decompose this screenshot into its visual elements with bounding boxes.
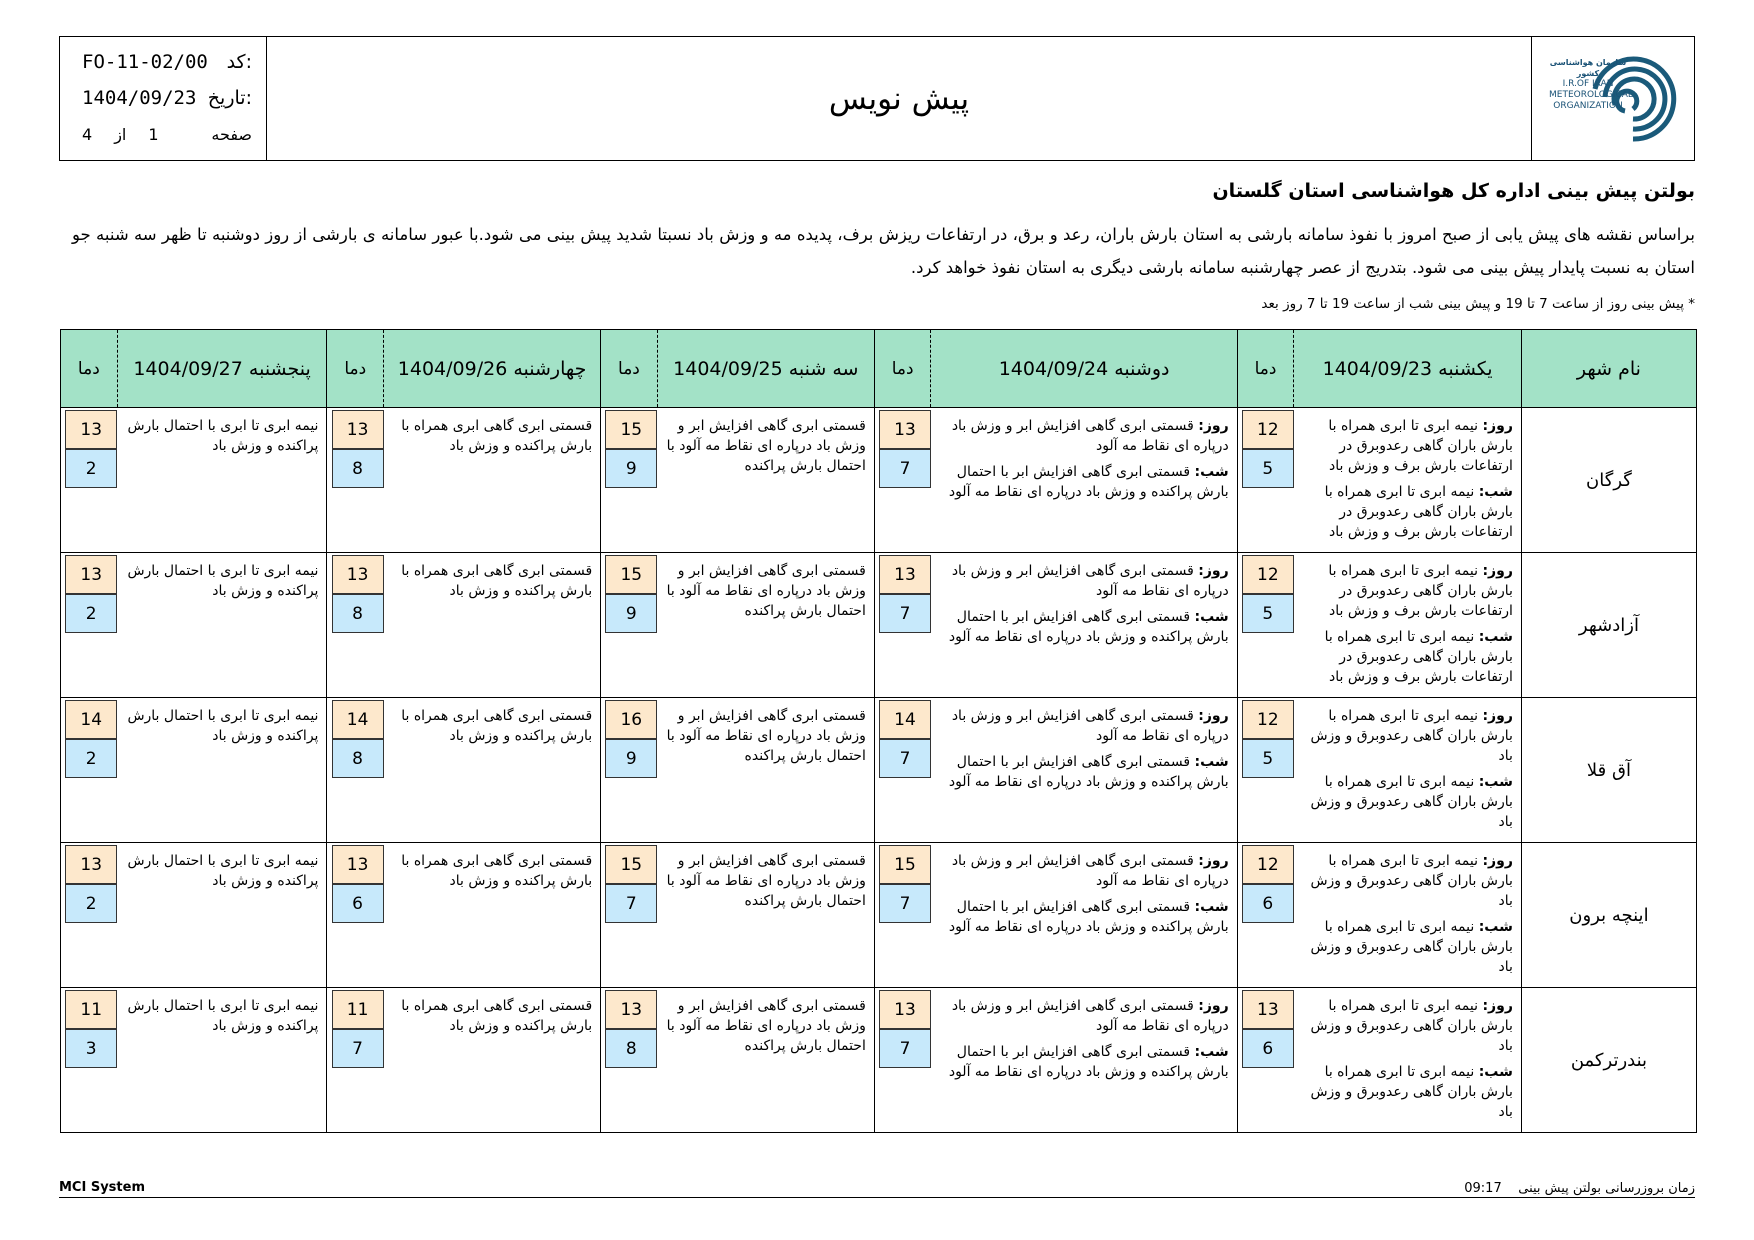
city-name: بندرترکمن [1521,988,1696,1133]
night-forecast: نیمه ابری تا ابری همراه با بارش باران گاهی رعدوبرق و وزش باد [1310,919,1513,975]
forecast-text: قسمتی ابری گاهی ابری همراه با بارش پراکنده و وزش باد [401,853,593,889]
logo-en3: ORGANIZATION [1553,100,1623,111]
night-label: شب: [1194,754,1229,770]
day-label: روز: [1482,708,1513,724]
night-label: شب: [1194,1044,1229,1060]
day-forecast: نیمه ابری تا ابری همراه با بارش باران گاهی رعدوبرق و وزش باد [1310,853,1513,909]
forecast-text: نیمه ابری تا ابری با احتمال بارش پراکنده و وزش باد [127,708,319,744]
page-label: صفحه [211,125,252,144]
min-temp: 5 [1242,594,1294,633]
bulletin-description: براساس نقشه های پیش یابی از صبح امروز با نفوذ سامانه بارشی به استان بارش باران، رعد و برق، در ارتفاعات ریزش برف، پدیده مه و وزش باد نسبتا شدید پیش بینی می شود.با عبور سامانه ی بارشی از روز دوشنبه تا ظهر سه شنبه جو استان به نسبت پایدار پیش بینی می شود. بتدریج از عصر چهارشنبه سامانه بارشی دیگری به استان نفوذ خواهد کرد. [72,225,1695,277]
max-temp: 13 [605,990,657,1029]
page-total: 4 [82,125,93,144]
night-label: شب: [1478,919,1513,935]
night-forecast: قسمتی ابری گاهی افزایش ابر با احتمال بارش پراکنده و وزش باد درپاره ای نقاط مه آلود [948,899,1229,935]
min-temp: 2 [65,739,117,778]
max-temp: 13 [65,410,117,449]
min-temp: 3 [65,1029,117,1068]
update-label: زمان بروزرسانی بولتن پیش بینی [1518,1181,1695,1196]
forecast-text: قسمتی ابری گاهی ابری همراه با بارش پراکنده و وزش باد [401,998,593,1034]
day-forecast: قسمتی ابری گاهی افزایش ابر و وزش باد درپاره ای نقاط مه آلود [951,708,1229,744]
date-value: 1404/09/23 [82,87,197,109]
document-header [59,36,1695,161]
max-temp: 15 [605,555,657,594]
night-label: شب: [1478,484,1513,500]
forecast-cell [931,843,1237,988]
max-temp: 13 [332,555,384,594]
day-label: روز: [1482,418,1513,434]
max-temp: 13 [1242,990,1294,1029]
forecast-cell [931,553,1237,698]
night-forecast: قسمتی ابری گاهی افزایش ابر با احتمال بارش پراکنده و وزش باد درپاره ای نقاط مه آلود [948,609,1229,645]
forecast-cell [931,988,1237,1133]
forecast-cell [1294,698,1522,843]
day-label: روز: [1482,853,1513,869]
footer-system: MCI System [59,1180,145,1195]
table-row [61,698,1697,843]
forecast-cell [657,408,874,553]
max-temp: 12 [1242,555,1294,594]
day-label: روز: [1198,418,1229,434]
forecast-cell [117,988,327,1133]
city-header: نام شهر [1521,330,1696,408]
temp-cell [601,408,658,553]
forecast-text: قسمتی ابری گاهی ابری همراه با بارش پراکنده و وزش باد [401,563,593,599]
min-temp: 9 [605,594,657,633]
min-temp: 6 [1242,884,1294,923]
min-temp: 7 [879,739,931,778]
min-temp: 8 [332,449,384,488]
day-label: روز: [1198,563,1229,579]
forecast-cell [657,553,874,698]
min-temp: 9 [605,739,657,778]
temp-header: دما [61,330,118,408]
footer-update [1464,1181,1695,1196]
temp-header: دما [874,330,931,408]
page-num: 1 [148,125,159,144]
temp-cell [1237,843,1294,988]
forecast-text: قسمتی ابری گاهی ابری همراه با بارش پراکنده و وزش باد [401,708,593,744]
temp-cell [874,408,931,553]
logo-fa: سازمان هواشناسی کشور [1549,57,1627,78]
night-forecast: نیمه ابری تا ابری همراه با بارش باران گاهی رعدوبرق و وزش باد [1310,774,1513,830]
forecast-text: قسمتی ابری گاهی افزایش ابر و وزش باد درپاره ای نقاط مه آلود با احتمال بارش پراکنده [666,998,866,1054]
day-forecast: قسمتی ابری گاهی افزایش ابر و وزش باد درپاره ای نقاط مه آلود [951,418,1229,454]
table-header-row [61,330,1697,408]
temp-cell [1237,553,1294,698]
max-temp: 15 [879,845,931,884]
forecast-cell [384,553,601,698]
min-temp: 7 [879,1029,931,1068]
forecast-text: قسمتی ابری گاهی افزایش ابر و وزش باد درپاره ای نقاط مه آلود با احتمال بارش پراکنده [666,708,866,764]
night-label: شب: [1194,899,1229,915]
code-label: کد: [226,51,252,73]
night-forecast: نیمه ابری تا ابری همراه با بارش باران گاهی رعدوبرق در ارتفاعات بارش برف و وزش باد [1324,629,1513,685]
city-name: اینچه برون [1521,843,1696,988]
max-temp: 15 [605,410,657,449]
temp-cell [327,553,384,698]
min-temp: 2 [65,884,117,923]
forecast-cell [117,408,327,553]
temp-cell [1237,988,1294,1133]
forecast-cell [1294,408,1522,553]
max-temp: 12 [1242,410,1294,449]
forecast-cell [931,698,1237,843]
min-temp: 7 [879,884,931,923]
org-logo [1531,37,1694,160]
temp-header: دما [1237,330,1294,408]
day-forecast: قسمتی ابری گاهی افزایش ابر و وزش باد درپاره ای نقاط مه آلود [951,998,1229,1034]
day-forecast: نیمه ابری تا ابری همراه با بارش باران گاهی رعدوبرق در ارتفاعات بارش برف و وزش باد [1328,418,1513,474]
max-temp: 16 [605,700,657,739]
day-label: روز: [1198,998,1229,1014]
min-temp: 7 [332,1029,384,1068]
forecast-text: قسمتی ابری گاهی افزایش ابر و وزش باد درپاره ای نقاط مه آلود با احتمال بارش پراکنده [666,418,866,474]
temp-cell [874,988,931,1133]
temp-cell [601,698,658,843]
temp-cell [874,843,931,988]
forecast-cell [117,843,327,988]
temp-cell [61,843,118,988]
min-temp: 8 [332,739,384,778]
forecast-text: نیمه ابری تا ابری با احتمال بارش پراکنده و وزش باد [127,418,319,454]
temp-cell [327,698,384,843]
forecast-cell [1294,843,1522,988]
city-name: آق قلا [1521,698,1696,843]
max-temp: 12 [1242,845,1294,884]
logo-en2: METEOROLOGICAL [1549,89,1633,100]
max-temp: 13 [65,555,117,594]
temp-cell [327,843,384,988]
day-header-4: چهارشنبه 1404/09/26 [384,330,601,408]
city-name: گرگان [1521,408,1696,553]
temp-cell [874,553,931,698]
night-forecast: قسمتی ابری گاهی افزایش ابر با احتمال بارش پراکنده و وزش باد درپاره ای نقاط مه آلود [948,1044,1229,1080]
night-label: شب: [1478,1064,1513,1080]
document-meta [60,37,267,160]
max-temp: 11 [65,990,117,1029]
night-label: شب: [1194,464,1229,480]
day-forecast: قسمتی ابری گاهی افزایش ابر و وزش باد درپاره ای نقاط مه آلود [951,853,1229,889]
temp-cell [601,553,658,698]
bulletin-title: بولتن پیش بینی اداره کل هواشناسی استان گلستان [1212,180,1695,202]
city-name: آزادشهر [1521,553,1696,698]
table-row [61,843,1697,988]
temp-cell [327,988,384,1133]
max-temp: 13 [65,845,117,884]
forecast-table [60,329,1697,1133]
forecast-cell [117,698,327,843]
day-label: روز: [1482,998,1513,1014]
day-header-2: دوشنبه 1404/09/24 [931,330,1237,408]
forecast-cell [657,843,874,988]
forecast-text: قسمتی ابری گاهی ابری همراه با بارش پراکنده و وزش باد [401,418,593,454]
day-forecast: نیمه ابری تا ابری همراه با بارش باران گاهی رعدوبرق و وزش باد [1310,708,1513,764]
night-forecast: قسمتی ابری گاهی افزایش ابر با احتمال بارش پراکنده و وزش باد درپاره ای نقاط مه آلود [948,754,1229,790]
update-time: 09:17 [1464,1181,1502,1196]
night-forecast: نیمه ابری تا ابری همراه با بارش باران گاهی رعدوبرق و وزش باد [1310,1064,1513,1120]
temp-cell [874,698,931,843]
day-label: روز: [1198,853,1229,869]
temp-cell [327,408,384,553]
max-temp: 14 [332,700,384,739]
night-label: شب: [1478,774,1513,790]
temp-cell [601,843,658,988]
max-temp: 13 [879,555,931,594]
day-header-3: سه شنبه 1404/09/25 [657,330,874,408]
forecast-cell [931,408,1237,553]
forecast-cell [384,988,601,1133]
night-label: شب: [1478,629,1513,645]
date-label: تاریخ: [207,87,252,109]
min-temp: 6 [332,884,384,923]
forecast-cell [117,553,327,698]
night-label: شب: [1194,609,1229,625]
min-temp: 7 [879,594,931,633]
max-temp: 15 [605,845,657,884]
max-temp: 11 [332,990,384,1029]
forecast-cell [384,698,601,843]
min-temp: 7 [605,884,657,923]
forecast-cell [1294,553,1522,698]
min-temp: 9 [605,449,657,488]
min-temp: 5 [1242,449,1294,488]
forecast-text: نیمه ابری تا ابری با احتمال بارش پراکنده و وزش باد [127,998,319,1034]
night-forecast: نیمه ابری تا ابری همراه با بارش باران گاهی رعدوبرق در ارتفاعات بارش برف و وزش باد [1324,484,1513,540]
forecast-cell [1294,988,1522,1133]
day-forecast: قسمتی ابری گاهی افزایش ابر و وزش باد درپاره ای نقاط مه آلود [951,563,1229,599]
temp-cell [61,408,118,553]
day-header-1: یکشنبه 1404/09/23 [1294,330,1522,408]
max-temp: 14 [65,700,117,739]
bulletin-note: * پیش بینی روز از ساعت 7 تا 19 و پیش بینی شب از ساعت 19 تا 7 روز بعد [1261,296,1695,312]
max-temp: 14 [879,700,931,739]
night-forecast: قسمتی ابری گاهی افزایش ابر با احتمال بارش پراکنده و وزش باد درپاره ای نقاط مه آلود [948,464,1229,500]
day-label: روز: [1198,708,1229,724]
forecast-text: نیمه ابری تا ابری با احتمال بارش پراکنده و وزش باد [127,563,319,599]
code-value: FO-11-02/00 [82,51,208,73]
min-temp: 6 [1242,1029,1294,1068]
forecast-text: قسمتی ابری گاهی افزایش ابر و وزش باد درپاره ای نقاط مه آلود با احتمال بارش پراکنده [666,563,866,619]
temp-header: دما [327,330,384,408]
temp-cell [61,553,118,698]
max-temp: 13 [332,410,384,449]
footer-line [59,1180,1695,1198]
max-temp: 13 [879,990,931,1029]
document-title: پیش نویس [828,80,970,117]
forecast-cell [657,988,874,1133]
max-temp: 13 [332,845,384,884]
day-forecast: نیمه ابری تا ابری همراه با بارش باران گاهی رعدوبرق در ارتفاعات بارش برف و وزش باد [1328,563,1513,619]
day-header-5: پنجشنبه 1404/09/27 [117,330,327,408]
temp-cell [1237,408,1294,553]
day-forecast: نیمه ابری تا ابری همراه با بارش باران گاهی رعدوبرق و وزش باد [1310,998,1513,1054]
min-temp: 7 [879,449,931,488]
day-label: روز: [1482,563,1513,579]
table-row [61,408,1697,553]
temp-cell [601,988,658,1133]
min-temp: 8 [605,1029,657,1068]
forecast-cell [384,843,601,988]
forecast-text: نیمه ابری تا ابری با احتمال بارش پراکنده و وزش باد [127,853,319,889]
temp-cell [1237,698,1294,843]
min-temp: 5 [1242,739,1294,778]
temp-cell [61,988,118,1133]
temp-cell [61,698,118,843]
min-temp: 2 [65,594,117,633]
max-temp: 13 [879,410,931,449]
min-temp: 8 [332,594,384,633]
forecast-cell [657,698,874,843]
forecast-text: قسمتی ابری گاهی افزایش ابر و وزش باد درپاره ای نقاط مه آلود با احتمال بارش پراکنده [666,853,866,909]
temp-header: دما [601,330,658,408]
min-temp: 2 [65,449,117,488]
forecast-cell [384,408,601,553]
table-row [61,988,1697,1133]
table-row [61,553,1697,698]
page-of: از [114,125,127,144]
logo-en1: I.R.OF IRAN [1562,78,1614,89]
max-temp: 12 [1242,700,1294,739]
